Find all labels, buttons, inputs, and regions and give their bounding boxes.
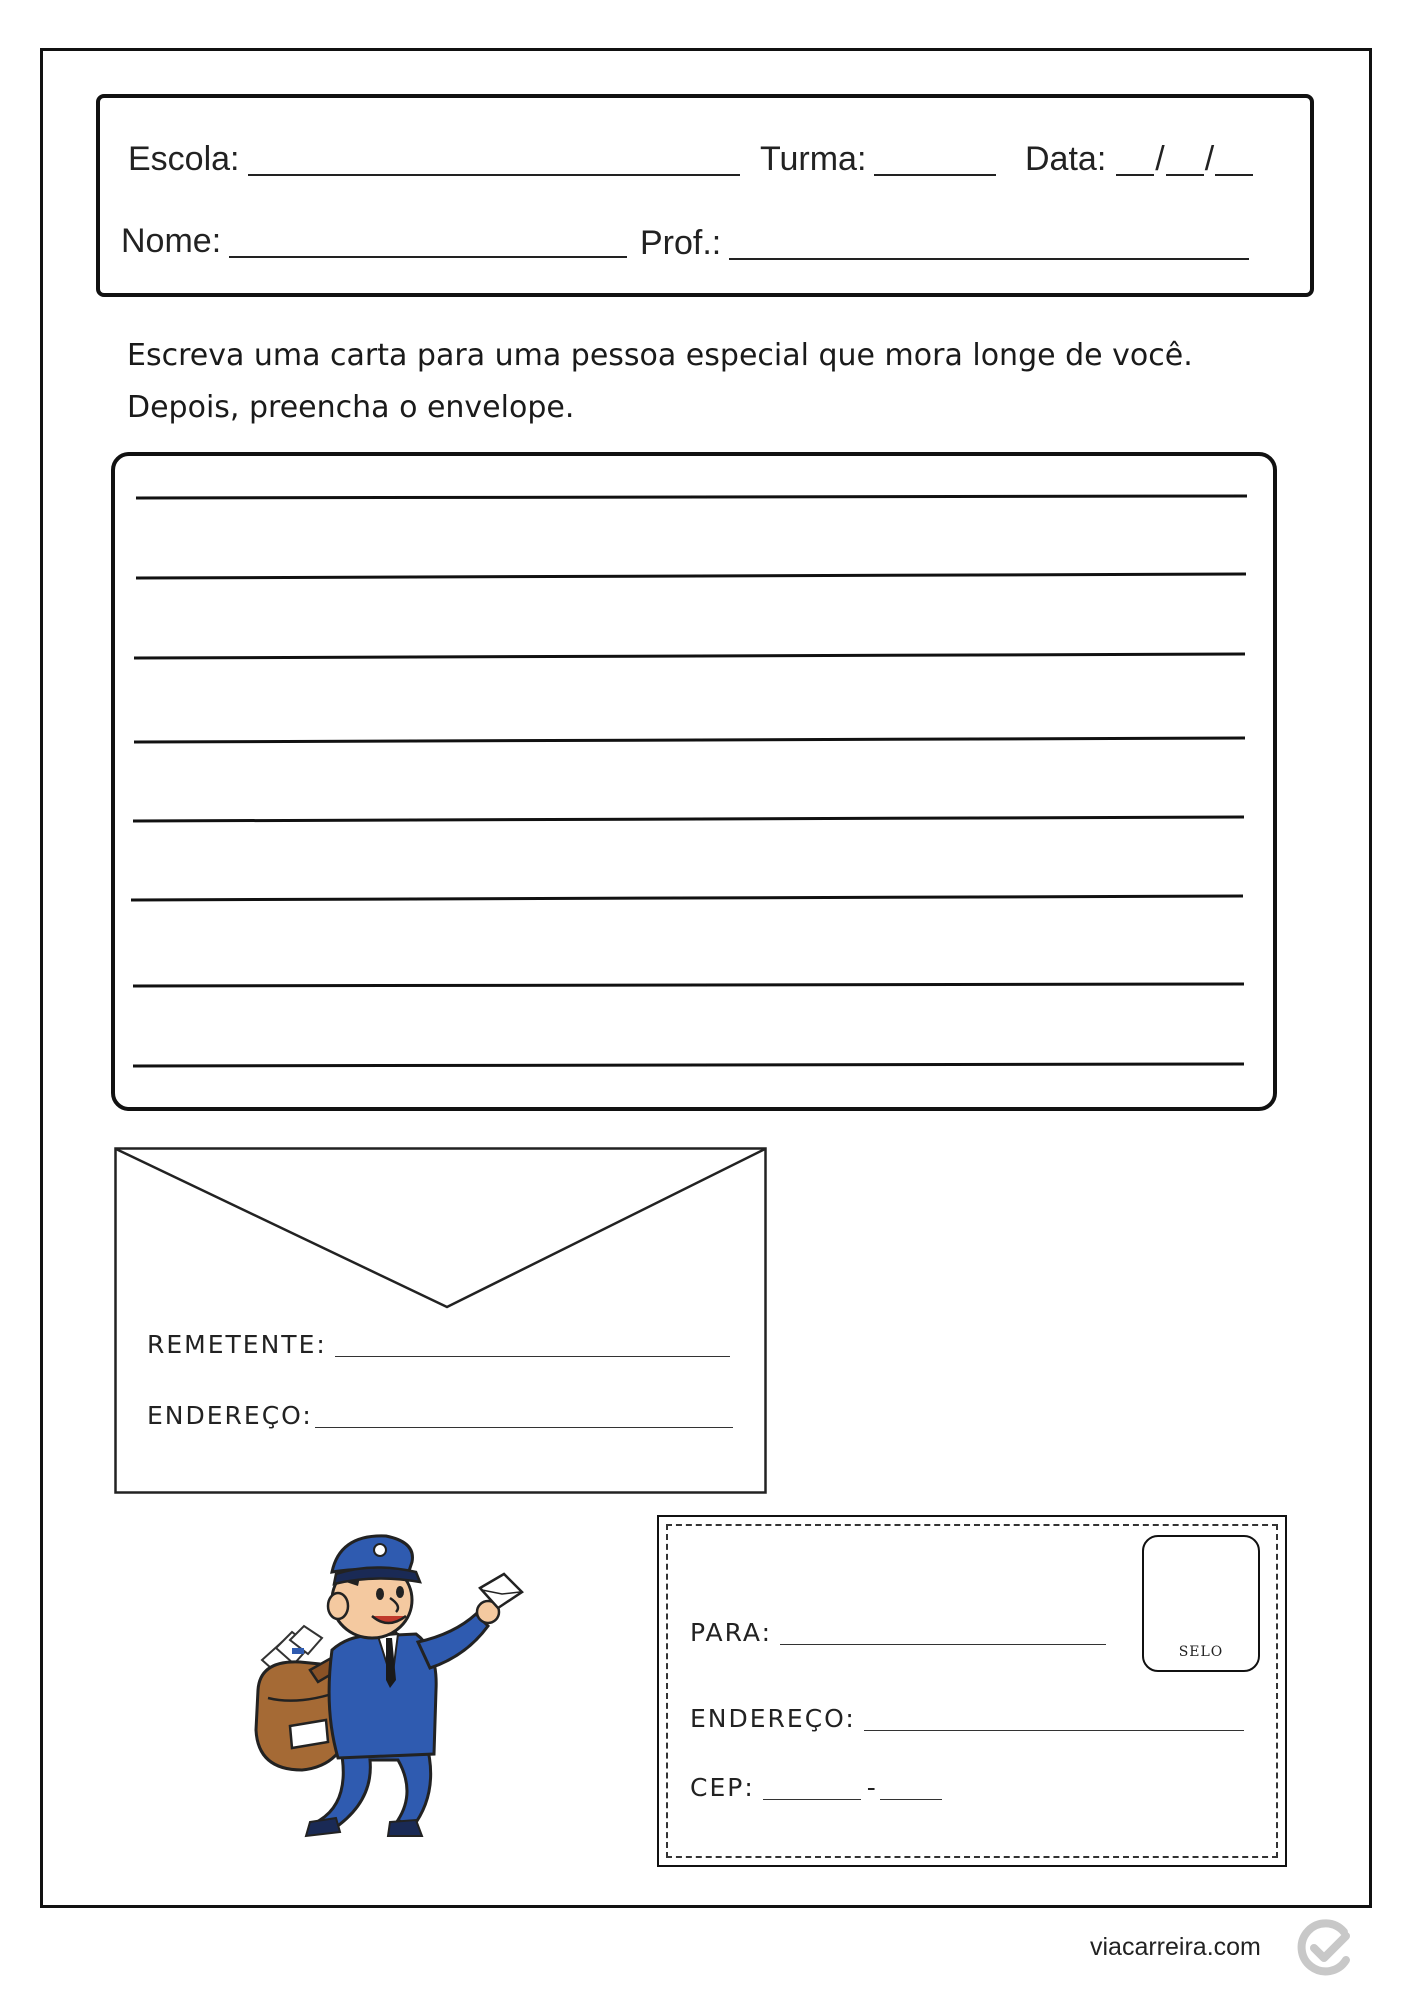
writing-line bbox=[134, 738, 1245, 742]
escola-blank[interactable] bbox=[248, 174, 740, 176]
writing-line bbox=[136, 574, 1246, 578]
prof-label: Prof.: bbox=[640, 224, 722, 262]
sender-endereco-blank[interactable] bbox=[315, 1427, 733, 1428]
cep-label: CEP: bbox=[690, 1773, 755, 1802]
sender-endereco-field[interactable] bbox=[147, 1401, 733, 1430]
recipient-endereco-label: ENDEREÇO: bbox=[690, 1704, 856, 1733]
writing-line bbox=[134, 654, 1245, 658]
recipient-endereco-blank[interactable] bbox=[864, 1730, 1244, 1731]
escola-label: Escola: bbox=[128, 140, 240, 178]
remetente-field[interactable] bbox=[147, 1330, 730, 1359]
para-field[interactable] bbox=[690, 1618, 1106, 1647]
data-label: Data: bbox=[1025, 140, 1107, 178]
letter-writing-area[interactable] bbox=[111, 452, 1277, 1111]
cep-separator: - bbox=[866, 1773, 878, 1802]
writing-line bbox=[133, 817, 1244, 821]
turma-field[interactable] bbox=[760, 140, 996, 179]
recipient-endereco-field[interactable] bbox=[690, 1704, 1244, 1733]
sender-endereco-label: ENDEREÇO: bbox=[147, 1401, 313, 1430]
cep-field[interactable] bbox=[690, 1773, 942, 1802]
writing-line bbox=[136, 496, 1247, 498]
para-blank[interactable] bbox=[780, 1644, 1106, 1645]
writing-line bbox=[133, 1064, 1244, 1066]
date-separator: / bbox=[1204, 140, 1215, 178]
checkmark-circle-icon bbox=[1296, 1918, 1356, 1978]
instructions bbox=[127, 330, 1193, 434]
stamp-label: SELO bbox=[1178, 1644, 1224, 1660]
cep-blank-1[interactable] bbox=[763, 1799, 861, 1800]
date-blanks[interactable] bbox=[1116, 140, 1253, 179]
prof-field[interactable] bbox=[640, 224, 1249, 263]
brand-name: viacarreira.com bbox=[1090, 1933, 1261, 1961]
instruction-line-1: Escreva uma carta para uma pessoa especial que mora longe de você. bbox=[127, 338, 1193, 373]
remetente-blank[interactable] bbox=[335, 1356, 730, 1357]
mailman-illustration bbox=[240, 1530, 540, 1850]
data-field[interactable] bbox=[1025, 140, 1253, 179]
year-blank[interactable] bbox=[1215, 174, 1253, 176]
remetente-label: REMETENTE: bbox=[147, 1330, 327, 1359]
writing-line bbox=[131, 896, 1243, 900]
month-blank[interactable] bbox=[1166, 174, 1204, 176]
date-separator: / bbox=[1155, 140, 1165, 178]
prof-blank[interactable] bbox=[729, 258, 1249, 260]
nome-label: Nome: bbox=[121, 222, 222, 260]
turma-blank[interactable] bbox=[874, 174, 996, 176]
student-info-box bbox=[96, 94, 1314, 297]
nome-field[interactable] bbox=[121, 222, 627, 261]
mailman-arm bbox=[418, 1614, 488, 1668]
cep-blank-2[interactable] bbox=[880, 1799, 942, 1800]
envelope-back bbox=[114, 1147, 767, 1494]
stamp-box[interactable] bbox=[1142, 1535, 1260, 1672]
writing-line bbox=[133, 984, 1244, 986]
day-blank[interactable] bbox=[1116, 174, 1154, 176]
instruction-line-2: Depois, preencha o envelope. bbox=[127, 390, 575, 425]
escola-field[interactable] bbox=[128, 140, 740, 179]
nome-blank[interactable] bbox=[229, 256, 627, 258]
para-label: PARA: bbox=[690, 1618, 773, 1647]
turma-label: Turma: bbox=[760, 140, 867, 178]
